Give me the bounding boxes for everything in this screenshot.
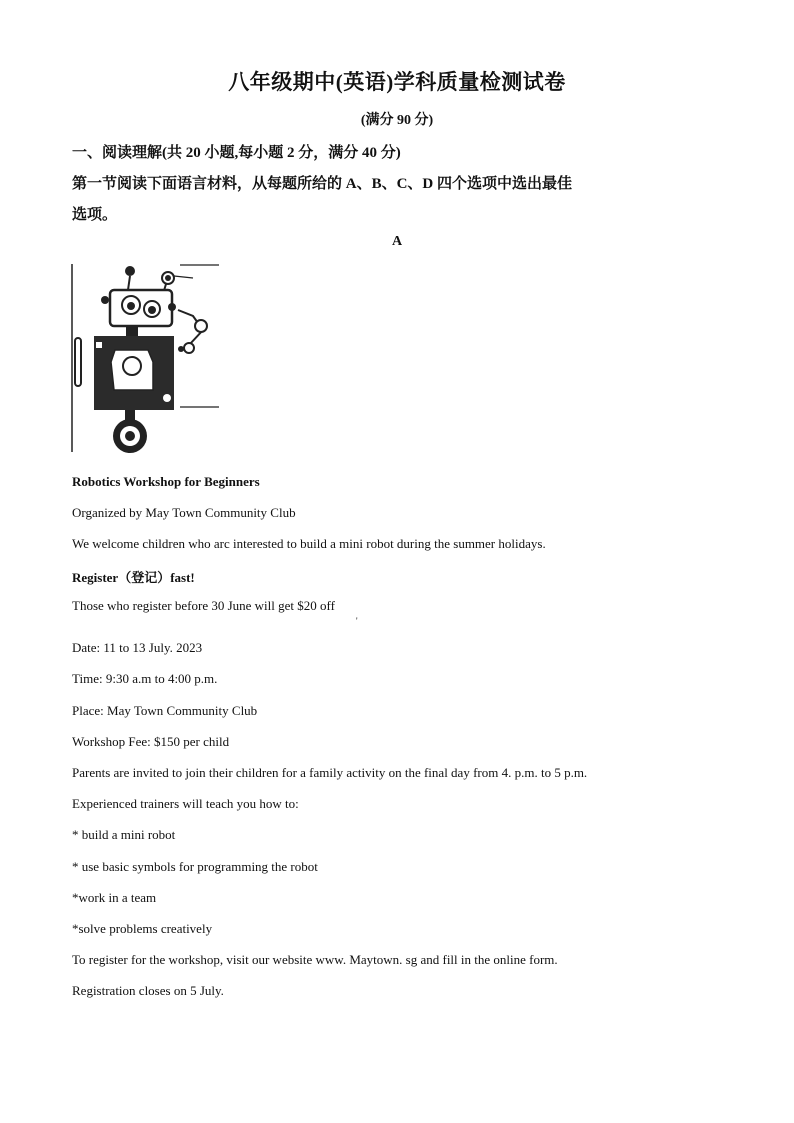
date-line: Date: 11 to 13 July. 2023 [72, 640, 203, 655]
section-heading: 一、阅读理解(共 20 小题,每小题 2 分，满分 40 分) [72, 145, 401, 161]
closing-line: Registration closes on 5 July. [72, 983, 224, 998]
organizer-line: Organized by May Town Community Club [72, 505, 296, 520]
instruction-line-2: 选项。 [72, 207, 118, 223]
welcome-line: We welcome children who arc interested to build a mini robot during the summer holidays. [72, 536, 546, 551]
passage-label: A [391, 234, 403, 249]
list-item: * build a mini robot [72, 827, 176, 842]
parents-line: Parents are invited to join their children for a family activity on the final day from 4. p.m. to 5 p.m. [72, 765, 588, 780]
discount-line: Those who register before 30 June will get $20 off [72, 598, 335, 613]
register-heading: Register（登记）fast! [72, 570, 195, 585]
time-line: Time: 9:30 a.m to 4:00 p.m. [72, 671, 218, 686]
list-item: * use basic symbols for programming the robot [72, 859, 318, 874]
total-score: (满分 90 分) [360, 113, 434, 128]
robot-illustration [68, 262, 223, 458]
list-item: *work in a team [72, 890, 157, 905]
place-line: Place: May Town Community Club [72, 703, 258, 718]
list-item: *solve problems creatively [72, 921, 213, 936]
page-title: 八年级期中(英语)学科质量检测试卷 [228, 70, 566, 94]
trainers-line: Experienced trainers will teach you how to: [72, 796, 299, 811]
instruction-line-1: 第一节阅读下面语言材料，从每题所给的 A、B、C、D 四个选项中选出最佳 [72, 176, 573, 192]
website-line: To register for the workshop, visit our website www. Maytown. sg and fill in the online form. [72, 952, 558, 967]
passage-title: Robotics Workshop for Beginners [72, 474, 260, 489]
stray-mark: ' [356, 616, 358, 626]
fee-line: Workshop Fee: $150 per child [72, 734, 230, 749]
